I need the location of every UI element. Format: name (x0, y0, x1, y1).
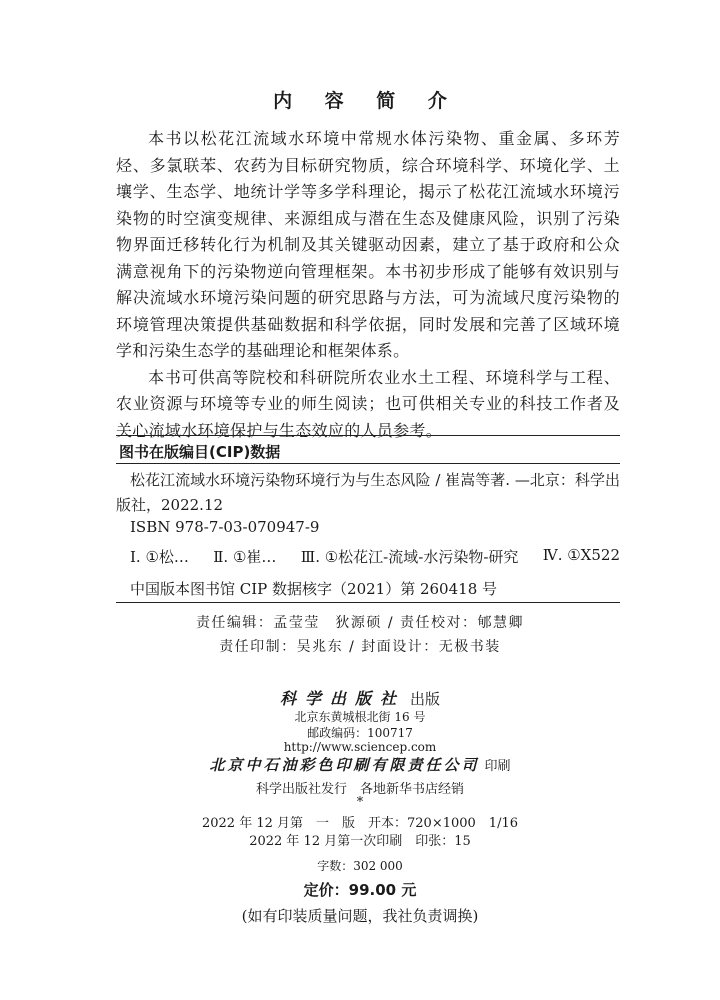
cip-top-rule (116, 435, 620, 436)
credits-editors: 责任编辑：孟莹莹 狄源硕 / 责任校对：郇慧卿 (195, 615, 525, 631)
word-count: 字数：302 000 (317, 859, 403, 873)
distribution-line: 科学出版社发行 各地新华书店经销 (255, 782, 464, 797)
intro-paragraph-2: 本书可供高等院校和科研院所农业水土工程、环境科学与工程、农业资源与环境等专业的师生阅读；也可供相关专业的科技工作者及关心流域水环境保护与生态效应的人员参考。 (116, 367, 620, 440)
cip-isbn: ISBN 978-7-03-070947-9 (130, 518, 320, 536)
credits-production: 责任印制：吴兆东 / 封面设计：无极书装 (219, 639, 501, 655)
publisher-postcode: 邮政编码：100717 (307, 726, 413, 740)
publisher-name: 科学出版社 (279, 689, 405, 708)
printer-name: 北京中石油彩色印刷有限责任公司 (209, 756, 480, 774)
cip-class-1: Ⅰ. ①松… (130, 548, 189, 566)
intro-paragraph-1: 本书以松花江流域水环境中常规水体污染物、重金属、多环芳烃、多氯联苯、农药为目标研究物质，综合环境科学、环境化学、土壤学、生态学、地统计学等多学科理论，揭示了松花江流域水环境污染物的时空演变规律、来源组成与潜在生态及健康风险，识别了污染物界面迁移转化行为机制及其关键驱动因素，建立了基于政府和公众满意视角下的污染物逆向管理框架。本书初步形成了能够有效识别与解决流域水环境污染问题的研究思路与方法，可为流域尺度污染物的环境管理决策提供基础数据和科学依据，同时发展和完善了区域环境学和污染生态学的基础理论和框架体系。 (116, 129, 620, 360)
price: 定价：99.00 元 (303, 881, 417, 899)
cip-class-2: Ⅱ. ①崔… (213, 548, 277, 566)
cip-classification (130, 546, 620, 567)
cip-class-4: Ⅳ. ①X522 (542, 546, 620, 564)
cip-bottom-rule (116, 602, 620, 603)
publisher-line (0, 686, 720, 709)
intro-section (116, 126, 620, 444)
separator-star: * (356, 795, 364, 810)
publisher-url: http://www.sciencep.com (283, 740, 437, 754)
page-title: 内 容 简 介 (273, 90, 460, 112)
printer-suffix: 印刷 (484, 759, 511, 774)
cip-class-3: Ⅲ. ①松花江-流域-水污染物-研究 (300, 548, 519, 566)
quality-note: (如有印装质量问题，我社负责调换) (241, 907, 479, 925)
publisher-address: 北京东黄城根北街 16 号 (294, 710, 426, 724)
cip-heading-rule (116, 463, 620, 464)
printer-line (0, 754, 720, 775)
cip-heading: 图书在版编目(CIP)数据 (119, 443, 281, 461)
cip-entry: 松花江流域水环境污染物环境行为与生态风险 / 崔嵩等著. —北京：科学出版社，2022.12 (116, 471, 620, 514)
edition-line: 2022 年 12 月第 一 版 开本：720×1000 1/16 (201, 816, 518, 831)
cip-record: 中国版本图书馆 CIP 数据核字（2021）第 260418 号 (130, 580, 498, 598)
publisher-suffix: 出版 (410, 690, 441, 708)
printing-line: 2022 年 12 月第一次印刷 印张：15 (249, 834, 471, 849)
